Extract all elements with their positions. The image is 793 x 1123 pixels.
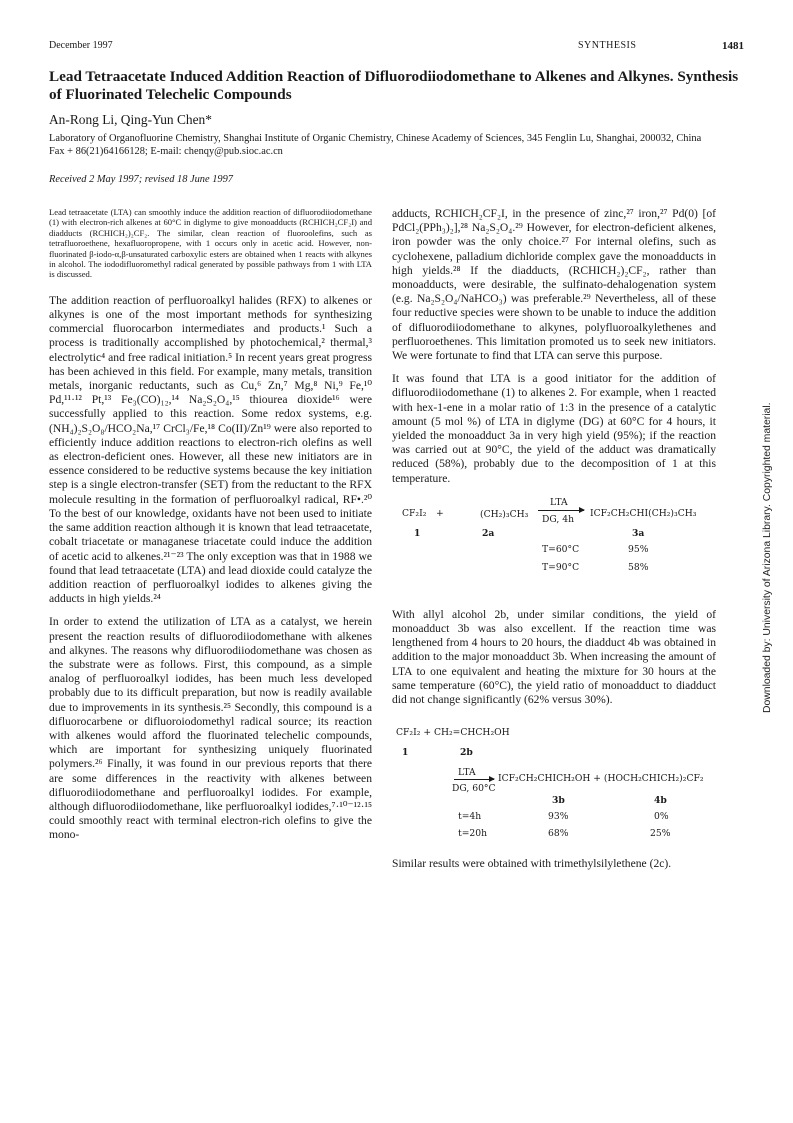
compound-label: 3b [552, 795, 565, 807]
left-column [49, 207, 372, 850]
reaction-arrow [454, 779, 494, 780]
authors: An-Rong Li, Qing-Yun Chen* [49, 112, 212, 127]
article-title: Lead Tetraacetate Induced Addition Reaction of Difluorodiiodomethane to Alkenes and Alkynes. Synthesis of Fluorinated Telechelic Compounds [49, 68, 739, 103]
yield-value: 68% [548, 828, 569, 840]
scheme-reactant: CF₂I₂ [402, 507, 427, 519]
download-notice: Downloaded by: University of Arizona Library. Copyrighted material. [762, 402, 773, 713]
scheme-conditions: DG, 60°C [452, 783, 496, 795]
yield-value: 95% [628, 543, 649, 555]
right-column [392, 207, 716, 878]
body-paragraph: adducts, RCHICH₂CF₂I, in the presence of zinc,²⁷ iron,²⁷ Pd(0) [of PdCl₂(PPh₃)₂],²⁸ Na₂S₂O₄.²⁹ However, for electron-deficient alkenes, iron powder was the only choice.²⁷ For internal olefins, such as cyclohexene, palladium dichloride complex gave the monoadducts in high yields.²⁸ If the diadducts, (RCHICH₂)₂CF₂, rather than monoadducts, were desirable, the sulfinato-dehalogenation system (e.g. Na₂S₂O₄/NaHCO₃) was preferable.²⁹ Nevertheless, all of these four reductive species were shown to be unable to induce the addition of difluorodiiodomethane to alkynes, polyfluoroalkylethenes and perfluoroethenes. This limitation promoted us to seek new initiators. We were fortunate to find that LTA can serve this purpose. [392, 207, 716, 363]
body-paragraph: Similar results were obtained with trimethylsilylethene (2c). [392, 857, 672, 871]
condition-row: t=20h [458, 828, 487, 840]
yield-value: 93% [548, 811, 569, 823]
scheme-product: ICF₂CH₂CHI(CH₂)₃CH₃ [590, 507, 697, 519]
page-number: 1481 [722, 40, 744, 52]
contact-info: Fax + 86(21)64166128; E-mail: chenqy@pub.sioc.ac.cn [49, 146, 283, 157]
yield-value: 0% [654, 811, 669, 823]
condition-row: T=90°C [542, 561, 580, 573]
reaction-scheme-1 [392, 496, 716, 592]
scheme-products: ICF₂CH₂CHICH₂OH + (HOCH₂CHICH₂)₂CF₂ [498, 773, 704, 785]
compound-label: 4b [654, 795, 667, 807]
scheme-reactant: (CH₂)₃CH₃ [480, 508, 529, 520]
compound-label: 3a [632, 527, 645, 539]
compound-label: 2b [460, 747, 473, 759]
yield-value: 25% [650, 828, 671, 840]
compound-label: 2a [482, 527, 495, 539]
reaction-arrow [538, 510, 584, 511]
compound-label: 1 [402, 747, 409, 759]
journal-name: SYNTHESIS [578, 40, 637, 51]
scheme-reagent: LTA [458, 767, 476, 779]
yield-value: 58% [628, 561, 649, 573]
running-head [49, 40, 744, 54]
received-dates: Received 2 May 1997; revised 18 June 1997 [49, 174, 233, 185]
scheme-reactants: CF₂I₂ + CH₂=CHCH₂OH [396, 727, 510, 739]
abstract: Lead tetraacetate (LTA) can smoothly induce the addition reaction of difluorodiiodomethane (1) with electron-rich alkenes at 60°C in diglyme to give monoadducts (RCHICH₂CF₂I) and diadducts (RCHICH₂)₂CF₂. The similar, clean reaction of fluoroolefins, such as tetrafluoroethene, hexafluoropropene, with 1 occurs only in acetic acid. However, non-fluorinated β-iodo-α,β-unsaturated carboxylic esters are obtained when 1 reacts with alkynes in alcohol. The iododifluoromethyl radical generated by possible pathways from 1 with LTA is discussed. [49, 207, 372, 280]
affiliation: Laboratory of Organofluorine Chemistry, Shanghai Institute of Organic Chemistry, Chinese Academy of Sciences, 345 Fenglin Lu, Shanghai, 200032, China [49, 133, 702, 144]
body-paragraph: In order to extend the utilization of LTA as a catalyst, we herein present the reaction results of difluorodiiodomethane with alkenes and alkynes. The reasons why difluorodiiodomethane was chosen as the substrate were as follows. First, this compound, as a simple analog of perfluoroalkyl iodides, has been much less developed probably due to its difficult preparation, but now is readily available due to improvements in its synthesis.²⁵ Secondly, this compound is a difluorocarbene or difluoroiodomethyl radical source; its reaction with alkenes would afford the fluorinated telechelic compounds, which are important for synthesizing uniquely fluorinated polymers.²⁶ Finally, it was found in our previous reports that there are some differences in the reactivity with alkenes between difluorodiiodomethane and perfluoroalkyl iodides. For example, although difluorodiiodomethane, like perfluoroalkyl iodides,⁷·¹⁰⁻¹²·¹⁵ could smoothly react with terminal electron-rich olefins to give the mono- [49, 615, 372, 842]
scheme-conditions: DG, 4h [542, 513, 574, 525]
compound-label: 1 [414, 527, 421, 539]
body-paragraph: The addition reaction of perfluoroalkyl halides (RFX) to alkenes or alkynes is one of the most important methods for synthesizing commercial fluorocarbon intermediates and products.¹ Such a process is traditionally accomplished by photochemical,² thermal,³ electrolytic⁴ and free radical initiation.⁵ In recent years great progress has been achieved in this field. For example, many metals, transition metals, inorganic reductants, such as Cu,⁶ Zn,⁷ Mg,⁸ Ni,⁹ Fe,¹⁰ Pd,¹¹·¹² Pt,¹³ Fe₃(CO)₁₂,¹⁴ Na₂S₂O₄,¹⁵ thiourea dioxide¹⁶ were successfully applied to this reaction. Some redox systems, e.g. (NH₄)₂S₂O₈/HCO₂Na,¹⁷ CrCl₃/Fe,¹⁸ Co(II)/Zn¹⁹ were also reported to efficiently induce addition reactions to electron-rich olefins as well as electron-deficient ones. However, all these new initiators are in essence considered to be reductive systems because the key initiation step is a single electron-transfer (SET) from the reductant to the RFX molecule resulting in the formation of perfluoroalkyl radical, RF•.²⁰ To the best of our knowledge, oxidants have not been used to initiate the same addition reaction although it is known that lead tetraacetate, cobalt triacetate or managanese triacetate could induce the addition of acetic acid to alkenes.²¹⁻²³ The only exception was that in 1988 we found that lead tetraacetate (LTA) and lead dioxide could catalyze the addition reaction of perfluoroalkyl iodides to alkenes giving the adducts in high yields.²⁴ [49, 293, 372, 606]
issue-date: December 1997 [49, 40, 113, 51]
reaction-scheme-2 [392, 723, 716, 841]
condition-row: t=4h [458, 811, 482, 823]
scheme-plus: + [436, 507, 444, 519]
body-paragraph: With allyl alcohol 2b, under similar conditions, the yield of monoadduct 3b was also excellent. If the reaction time was lengthened from 4 hours to 20 hours, the diadduct 4b was obtained in addition to the major monoadduct 3b. When increasing the amount of LTA to one equivalent and heating the mixture for 30 hours at the same temperature (60°C), the yield ratio of monoadduct to diadduct did not change significantly (62% versus 30%). [392, 607, 716, 707]
scheme-reagent: LTA [550, 496, 568, 508]
condition-row: T=60°C [542, 543, 580, 555]
body-paragraph: It was found that LTA is a good initiator for the addition of difluorodiiodomethane (1) to alkenes 2. For example, when 1 reacted with hex-1-ene in a molar ratio of 1:3 in the presence of a catalytic amount (5 mol %) of LTA in diglyme (DG) at 60°C for 4 hours, it yielded the monoadduct 3a in very high yield (95%); if the reaction was carried out at 90°C, the yield of the adduct was dramatically reduced (58%), probably due to the decomposition of 1 at this temperature. [392, 372, 716, 485]
affiliation-block [49, 132, 749, 158]
